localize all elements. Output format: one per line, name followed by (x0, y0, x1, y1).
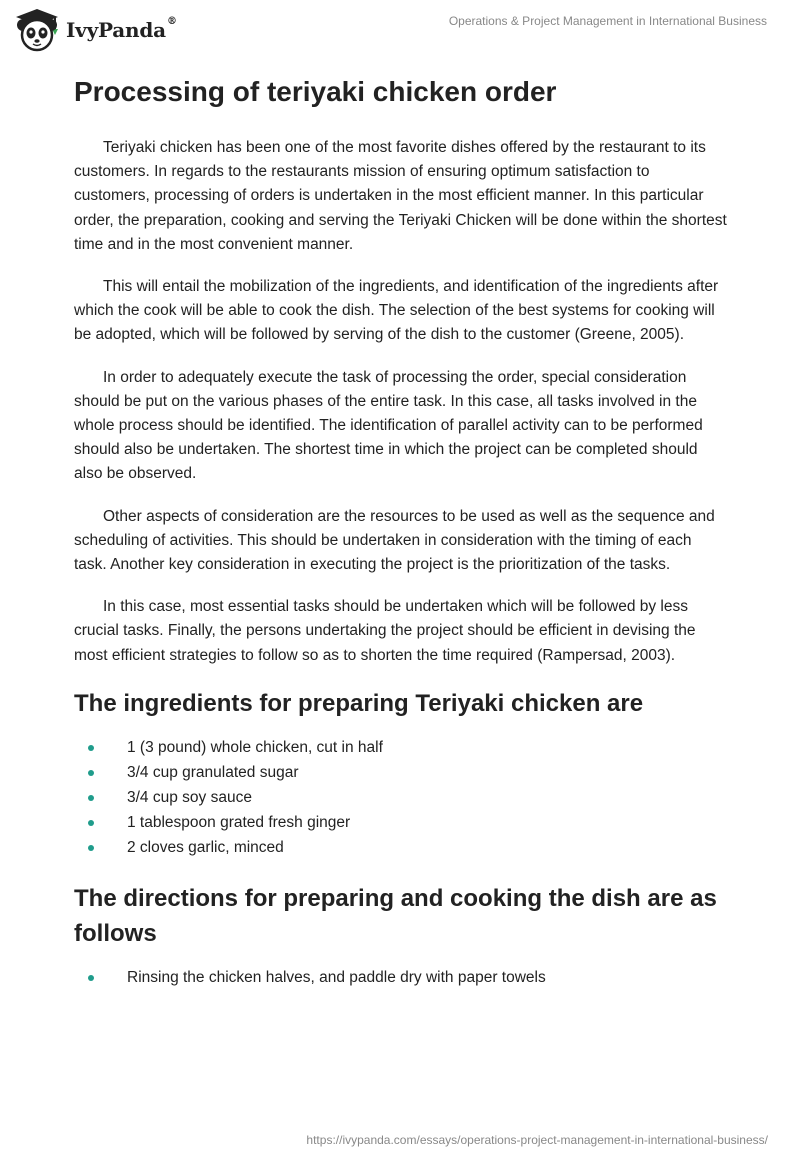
list-item (74, 835, 728, 860)
panda-graduate-icon (14, 8, 60, 52)
list-item (74, 810, 728, 835)
list-item (74, 735, 728, 760)
course-title: Operations & Project Management in International Business (448, 14, 767, 28)
list-item (74, 785, 728, 810)
article-title: Processing of teriyaki chicken order (74, 76, 557, 107)
ingredient-text: 2 cloves garlic, minced (127, 838, 284, 856)
source-url[interactable]: https://ivypanda.com/essays/operations-project-management-in-international-business/ (306, 1133, 768, 1147)
ingredient-text: 3/4 cup granulated sugar (127, 763, 299, 781)
directions-list (74, 965, 728, 990)
direction-text: Rinsing the chicken halves, and paddle dry with paper towels (127, 968, 546, 986)
logo-wordmark: IvyPanda® (66, 16, 177, 42)
paragraph-4: Other aspects of consideration are the resources to be used as well as the sequence and scheduling of activities. This should be undertaken in consideration with the timing of each task. Another key consideration in executing the project is the prioritization of the tasks. (74, 507, 715, 574)
paragraph-5: In this case, most essential tasks should be undertaken which will be followed by less crucial tasks. Finally, the persons undertaking the project should be efficient in devising the most efficient strategies to follow so as to shorten the time required (Rampersad, 2003). (74, 598, 696, 664)
directions-heading: The directions for preparing and cooking the dish are as follows (74, 884, 717, 947)
ivypanda-logo[interactable] (14, 8, 177, 52)
bullet-icon (88, 820, 94, 826)
bullet-icon (88, 975, 94, 981)
bullet-icon (88, 745, 94, 751)
paragraph-1: Teriyaki chicken has been one of the most favorite dishes offered by the restaurant to its customers. In regards to the restaurants mission of ensuring optimum satisfaction to customers, processing of orders is undertaken in the most efficient manner. In this particular order, the preparation, cooking and serving the Teriyaki Chicken will be done within the shortest time and in the most convenient manner. (74, 139, 727, 253)
ingredient-text: 1 (3 pound) whole chicken, cut in half (127, 738, 383, 756)
ingredient-text: 3/4 cup soy sauce (127, 788, 252, 806)
ingredient-text: 1 tablespoon grated fresh ginger (127, 813, 351, 831)
paragraph-3: In order to adequately execute the task of processing the order, special consideration should be put on the various phases of the entire task. In this case, all tasks involved in the whole process should be identified. The identification of parallel activity can to be performed should also be undertaken. The shortest time in which the project can be completed should also be observed. (74, 368, 703, 483)
article-content (74, 70, 728, 1011)
bullet-icon (88, 795, 94, 801)
list-item (74, 760, 728, 785)
list-item (74, 965, 728, 990)
ingredients-heading: The ingredients for preparing Teriyaki chicken are (74, 689, 644, 717)
ingredients-list (74, 735, 728, 860)
paragraph-2: This will entail the mobilization of the ingredients, and identification of the ingredients after which the cook will be able to cook the dish. The selection of the best systems for cooking will be adopted, which will be followed by serving of the dish to the customer (Greene, 2005). (74, 278, 719, 344)
bullet-icon (88, 845, 94, 851)
page-header (0, 0, 800, 60)
bullet-icon (88, 770, 94, 776)
